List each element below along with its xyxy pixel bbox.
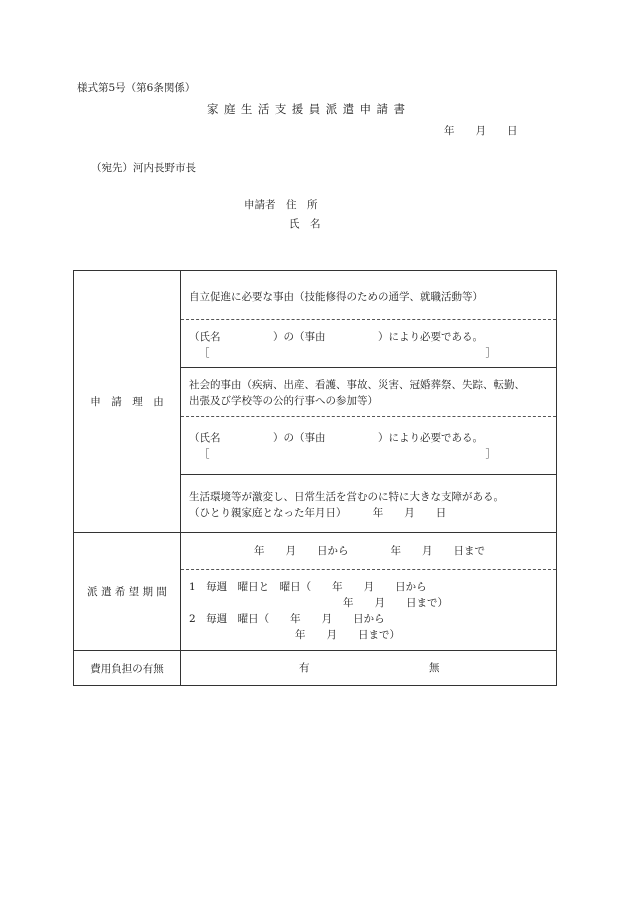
reason1-bracket: [189, 345, 550, 361]
cost-cell: [181, 651, 557, 686]
addressee: （宛先）河内長野市長: [91, 162, 196, 174]
reason1-detail: （氏名 ）の（事由 ）により必要である。: [189, 331, 483, 343]
bracket-open: ［: [199, 448, 210, 460]
period-range: 年 月 日から 年 月 日まで: [254, 545, 485, 557]
cost-yes: 有: [299, 662, 310, 674]
cost-label: 費用負担の有無: [74, 651, 181, 686]
date-line: 年 月 日: [444, 125, 518, 137]
application-form-table: [73, 270, 557, 686]
period-opt2-line2: 年 月 日まで）: [295, 629, 400, 641]
form-title: 家 庭 生 活 支 援 員 派 遣 申 請 書: [207, 102, 406, 116]
reason1-detail-section: [181, 319, 556, 367]
reason3-line1: 生活環境等が激変し、日常生活を営むのに特に大きな支障がある。: [189, 491, 504, 503]
reason1-text: 自立促進に必要な事由（技能修得のための通学、就職活動等）: [189, 291, 483, 303]
reason1-section: [181, 271, 556, 319]
bracket-close: ］: [485, 347, 496, 359]
reason3-line2: （ひとり親家庭となった年月日） 年 月 日: [189, 507, 447, 519]
reason-label: 申 請 理 由: [74, 271, 181, 533]
bracket-open: ［: [199, 347, 210, 359]
reason2-detail: （氏名 ）の（事由 ）により必要である。: [189, 432, 483, 444]
reason2-bracket: [189, 446, 550, 462]
bracket-close: ］: [485, 448, 496, 460]
period-opt2-line1: 2 毎週 曜日（ 年 月 日から: [189, 613, 385, 625]
form-number: 様式第5号（第6条関係）: [77, 82, 196, 94]
reason2-text-line2: 出張及び学校等の公的行事への参加等）: [189, 395, 378, 407]
reason2-detail-section: [181, 416, 556, 474]
period-label: 派 遣 希 望 期 間: [74, 533, 181, 651]
period-opt1-line1: 1 毎週 曜日と 曜日（ 年 月 日から: [189, 581, 427, 593]
reason2-text-line1: 社会的事由（疾病、出産、看護、事故、災害、冠婚葬祭、失踪、転勤、: [189, 379, 525, 391]
reason2-section: [181, 367, 556, 416]
reason3-section: [181, 474, 556, 532]
period-range-section: [181, 533, 556, 569]
period-opt1-line2: 年 月 日まで）: [343, 597, 448, 609]
applicant-name-label: 氏 名: [289, 218, 321, 230]
cost-no: 無: [429, 662, 440, 674]
period-options-section: [181, 569, 556, 649]
applicant-address-label: 申請者 住 所: [244, 199, 318, 211]
reason-cell: [181, 271, 557, 533]
period-cell: [181, 533, 557, 651]
